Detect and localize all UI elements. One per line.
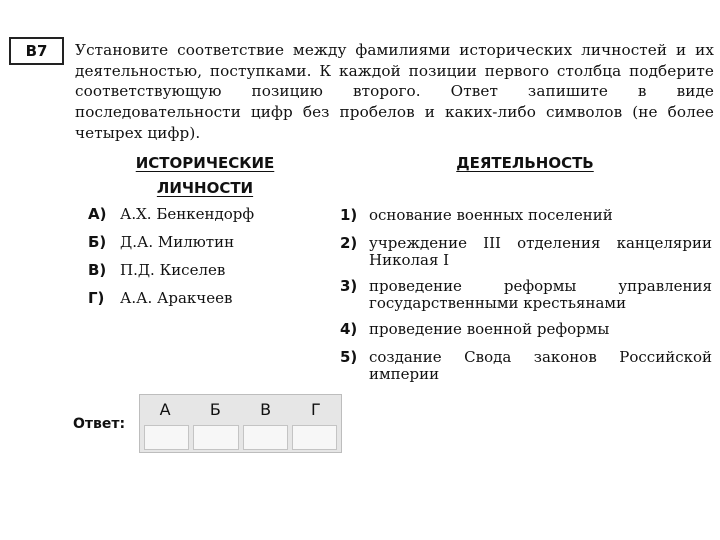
person-name: А.Х. Бенкендорф (120, 205, 255, 223)
answer-table (139, 394, 342, 453)
person-letter: А) (88, 205, 107, 223)
activity-number: 1) (340, 206, 358, 224)
answer-cell-a[interactable] (144, 425, 189, 450)
activity-text: создание Свода законов Российской империи (369, 348, 712, 383)
answer-cell-b[interactable] (193, 425, 238, 450)
activity-number: 2) (340, 234, 358, 252)
answer-cell-v[interactable] (243, 425, 288, 450)
persons-list (88, 205, 254, 317)
person-letter: Г) (88, 289, 105, 307)
answer-cells-row (140, 425, 341, 450)
activity-item (340, 349, 712, 389)
task-number-label: В7 (9, 37, 64, 65)
answer-cell-g[interactable] (292, 425, 337, 450)
answer-column-label: В (260, 400, 272, 419)
activity-item (340, 235, 712, 278)
person-letter: Б) (88, 233, 107, 251)
activity-text: проведение военной реформы (369, 320, 610, 338)
activity-number: 3) (340, 277, 358, 295)
person-item (88, 233, 254, 261)
persons-column-header: ИСТОРИЧЕСКИЕ ЛИЧНОСТИ (135, 154, 275, 197)
activity-text: основание военных поселений (369, 206, 613, 224)
answer-column-label: А (159, 400, 171, 419)
activity-item (340, 207, 712, 235)
activity-item (340, 321, 712, 349)
person-name: Д.А. Милютин (120, 233, 235, 251)
activities-column-header: ДЕЯТЕЛЬНОСТЬ (456, 154, 594, 172)
answer-column-label: Г (310, 400, 321, 419)
activity-text: проведение реформы управления государственными крестьянами (369, 277, 712, 312)
answer-table-header (140, 395, 341, 425)
task-instruction: Установите соответствие между фамилиями исторических личностей и их деятельностью, поступками. К каждой позиции первого столбца подберите соответствующую позицию второго. Ответ запишите в виде последовательности цифр без пробелов и каких-либо символов (не более четырех цифр). (75, 41, 714, 142)
activity-item (340, 278, 712, 321)
activities-list (340, 207, 712, 389)
activity-number: 5) (340, 348, 358, 366)
person-item (88, 261, 254, 289)
person-name: П.Д. Киселев (120, 261, 226, 279)
activity-text: учреждение III отделения канцелярии Николая I (369, 234, 712, 269)
person-item (88, 205, 254, 233)
answer-column-label: Б (209, 400, 221, 419)
person-item (88, 289, 254, 317)
answer-label: Ответ: (73, 416, 126, 432)
person-name: А.А. Аракчеев (120, 289, 233, 307)
activity-number: 4) (340, 320, 358, 338)
person-letter: В) (88, 261, 107, 279)
